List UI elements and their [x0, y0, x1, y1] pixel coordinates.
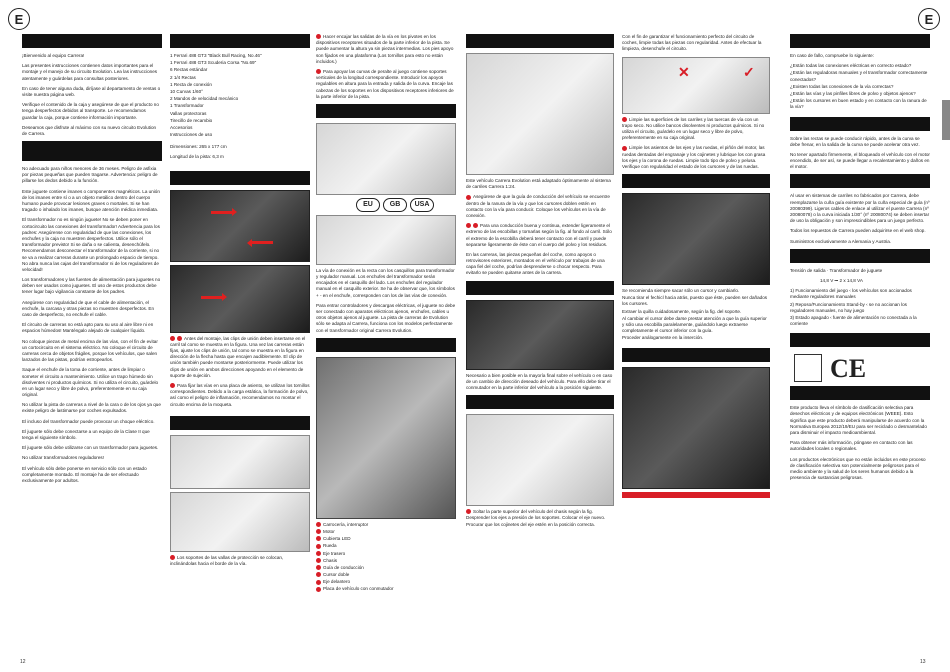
warning-text: El juguete sólo debe conectarse a un equipo de la Clase II que tenga el siguiente símbolo.: [22, 428, 150, 440]
tires-text: En las carreras, las piezas pequeñas del coche, como apoyos o retrovisores exteriores, montados en el vehículo por trabajos de una capa fiel del coche, podrían desprenderse o chocar respecto. Para evitarlo se pueden quitarse antes de la carrera.: [466, 251, 605, 276]
parts-list: [316, 522, 456, 593]
mode-item: 2) Reposo/Funcionamiento Stand-by ‹ se no accionan los reguladores manuales, no hay juego: [790, 301, 907, 313]
brush-photo: [622, 193, 770, 285]
lane-text: Este vehículo Carrera Evolution está adaptado óptimamente al sistema de carriles Carrera 1:24.: [466, 178, 611, 190]
stable-text: Para apoyar las curvas de peralte al juego contiene soportes verticales de la longitud correspondiente. Introducir los apoyos regulables en altura para la entrada y salida de la curva. Encaje las cabezas de los soportes en los dispositivos receptores inferiores de la parte inferior de la pista.: [316, 68, 454, 99]
weee-bin-icon: [794, 354, 822, 382]
part-item: Carrocería, interruptor: [316, 522, 456, 528]
column-6: [790, 34, 930, 485]
hood-text: Soltar la parte superior del vehículo del chasis según la fig. Desprender los ejes a presión de los soportes. Colocar el eje nuevo. Procurar que los cojinetes del eje estén en la posición correcta.: [466, 509, 606, 527]
faults-list: [790, 63, 930, 110]
section-header: [790, 34, 930, 48]
warning-text: No adecuado para niños menores de 36 meses. Peligro de asfixia por piezas pequeñas que pueden tragarse. Advertencia: peligro de pillarse los dedos debido a la función.: [22, 166, 158, 184]
contents-item: 1 Ferrari 488 GT3 "Black Bull Racing, No.46": [170, 53, 262, 58]
controller-photo: [316, 215, 456, 265]
side-tab: [942, 100, 950, 140]
intro-line: Deseamos que disfrute al máximo con su nuevo circuito Evolution de Carrera.: [22, 124, 157, 136]
supports-text: Los soportes de las vallas de protección se colocan, inclinándolas hacia el borde de la vía.: [170, 554, 284, 566]
contents-item: 10 Curvas 1/60°: [170, 88, 203, 94]
warning-text: No coloque piezas de metal encima de las vías, con el fin de evitar un cortocircuito en el sistema eléctrico. No coloque el circuito de carreras cerca de objetos frágiles, porque los vehículos, que salen lanzados de las pistas, podrían estropearlos.: [22, 338, 158, 363]
warning-text: El transformador no es ningún juguete! No se deben poner en cortocircuito las conexiones del transformador! Advertencia para los padres: Asegúrense con regularidad de que las conexiones, los enchufes y la caja no muestren desperfectos. Utilice sólo el transformador previsto! Si se daña o se calienta, desenchúfelo. Recomendamos desconectar el transformador de la corriente, si no se va a realizar carreras durante un prolongado espacio de tiempo. No abra nunca las cajas del transformador ni de los reguladores de velocidad!: [22, 217, 160, 272]
contents-list: [170, 53, 310, 138]
note: No tener apartado firmemente, el bloqueado el vehículo con el motor encendido, de ser así, se puede llegar a recalentamiento y daños en el motor.: [790, 151, 930, 170]
section-header: [170, 171, 310, 185]
track-clip-photo: [170, 190, 310, 262]
section-header: [622, 174, 770, 188]
plug-gb: GB: [383, 198, 407, 212]
warning-text: Asegúrese con regularidad de que el cable de alimentación, el enchufe, la carcasa y otras piezas no muestren desperfectos. En caso de desperfecto, no enchufe el cable.: [22, 299, 155, 317]
brush-bullets: [622, 288, 770, 342]
column-4: [466, 34, 614, 532]
section-header: [790, 117, 930, 131]
page-number-right: 13: [920, 659, 926, 666]
tension-label: Tensión de salida · Transformador de juguete: [790, 267, 883, 273]
plug-eu: EU: [356, 198, 380, 212]
section-header: [790, 333, 930, 347]
connection-text: La vía de conexión es la recta con los casquillos para transformador y regulador manual. Los enchufes del transformador serán encajados en el casquillo del lado. Los enchufes del regulador manual en el casquillo exterior. Se ha de observar que, los símbolos + - en el enchufe, corresponden con los de las vías de conexión.: [316, 267, 455, 298]
dimensions: Dimensiones: 265 x 177 cm: [170, 144, 227, 150]
section-header: [622, 348, 770, 362]
spare-text: Todos los repuestos de Carrera pueden adquirirse en el web shop.: [790, 228, 926, 234]
clean-text: Limpie las superficies de los carriles y las tuercas de vía con un trapo seco. No utilice bancos disolventes ni productos químicos. Si no utiliza el circuito, guárdelo en un lugar seco y libre de polvo, preferentemente en su caja original.: [622, 116, 765, 141]
warning-text: Este juguete contiene imanes o componentes magnéticos. La unión de los imanes entre sí o a un objeto metálico dentro del cuerpo humano puede provocar lesiones graves o mortales. Si se han tragado o inhalado los imanes, busque atención médica inmediata.: [22, 188, 160, 213]
warning-text: El juguete sólo debe utilizarse con un transformador para juguetes.: [22, 445, 159, 451]
section-header: [316, 104, 456, 118]
warning-text: No utilizar la pista de carreras a nivel de la cara o de los ojos ya que existe peligro de lastimarse por coches expulsados.: [22, 402, 161, 414]
chassis-text: Para una conducción buena y continua, extender ligeramente el extremo de las escobillas y tornarlas según la fig. al fondo al carril. Sólo el extremo de la escobilla deberá tener contacto con el carril y puede separarse ligeramente de éste con el cuerpo del polvo y los residuos.: [466, 223, 612, 247]
intro-line: En caso de tener alguna duda, diríjase al departamento de ventas o visite nuestra página web.: [22, 85, 161, 97]
column-1: [22, 34, 162, 488]
mode-item: 3) Estado apagado ‹ fuente de alimentación no conectada a la corriente: [790, 314, 917, 327]
intro-line: ¡Bienvenido al equipo Carrera!: [22, 53, 85, 58]
contents-item: Vallas protectoras: [170, 110, 207, 116]
part-item: Cubierta LED: [316, 536, 456, 542]
fault-item: ¿Están las vías y las pinfiles libres de polvo y objetos ajenos?: [790, 90, 916, 96]
note: Sobre las rectas se puede conducir rápido, antes de la curva se debe frenar, en la salida de la curva se puede acelerar otra vez.: [790, 135, 920, 147]
red-divider: [622, 492, 770, 498]
language-badge-right: E: [918, 8, 940, 30]
contents-item: 1 Transformador: [170, 103, 204, 109]
contents-item: Accesorios: [170, 124, 193, 130]
racing-text: Para entrar controladores y descargas eléctricas, el juguete no debe ser conectado con aparatos eléctricos ajenos, enchufes, cables u otros objetos ajenos al juguete. La pista de carreras de Evolution sólo se adapta al Carrera, funciona con los modelos perfectamente con el transformador original Carrera Evolution.: [316, 302, 456, 333]
contents-item: Instrucciones de uso: [170, 132, 213, 138]
weee-text: Este producto lleva el símbolo de clasificación selectiva para desechos eléctricos y de equipos electrónicos (WEEE). Esto significa que este producto deberá manipularse de acuerdo con la Normativa Europea 2012/19/EU para ser reciclado o desmantelado para disminuir el impacto medioambiental.: [790, 405, 927, 435]
warning-text: El circuito de carreras no está apto para su uso al aire libre ni en espacios húmedos! Manténgalo alejado de cualquier líquido.: [22, 322, 154, 334]
fault-item: ¿Están los cursores en buen estado y en contacto con la ranura de la vía?: [790, 98, 927, 110]
language-badge-left: E: [8, 8, 30, 30]
part-item: Guía de conducción: [316, 565, 456, 571]
plug-logos: [356, 198, 456, 212]
contents-item: Tirecillo de recambio: [170, 117, 213, 123]
fault-item: ¿Existen todas las conexiones de la vía correctas?: [790, 83, 894, 89]
track-assembly-photo: [170, 265, 310, 333]
contents-item: 1 Ferrari 488 GT3 Scuderia Corsa "No.69": [170, 60, 257, 66]
contents-item: 1 Recta de conexión: [170, 81, 212, 87]
voltage-label: 14,8 V ⎓ 2 x 14,8 VA: [820, 277, 863, 283]
connection-photo: [316, 123, 456, 195]
part-item: Placa de vehículo con conmutador: [316, 586, 456, 592]
tires-text: Limpie los asientos de los ejes y las ruedas, el piñón del motor, las ruedas dentadas del engranaje y los cojinetes y lubrique los con grasa los ejes y la corona de ruedas. Limpie todo tipo de polvo y pelusa. Verifique con regularidad el estado de los cursores y de las ruedas.: [622, 145, 766, 169]
more-text: Para obtener más información, póngase en contacto con las autoridades locales o regionales.: [790, 440, 913, 452]
warning-text: No utilizar transformadores reguladores!: [22, 455, 104, 461]
section-header: [790, 386, 930, 400]
mode-list: [790, 288, 930, 327]
guide-text: Asegúrese de que la guía de conducción del vehículo se encuentre dentro de la ranura de la vía y que los cursores doblen estén en contacto con la vía para conducir. Coloque los vehículos en la vía de conexión.: [466, 194, 610, 218]
part-item: Eje trasero: [316, 551, 456, 557]
page-number-left: 12: [20, 659, 26, 666]
bullet: Se recomienda siempre sacar sólo un cursor y cambiarlo.: [622, 288, 740, 294]
support-photo: [170, 492, 310, 552]
symbols-row: [790, 352, 930, 386]
hood-photo: [466, 414, 614, 506]
part-item: Motor: [316, 529, 456, 535]
contents-item: 2 1/4 Rectas: [170, 74, 196, 80]
part-item: Eje delantero: [316, 579, 456, 585]
track-length: Longitud de la pista: 6,3 m: [170, 154, 224, 160]
intro-line: Las presentes instrucciones contienen datos importantes para el montaje y el manejo de su circuito Evolution. Lea las instrucciones atentamente y guárdelas para consultas posteriores.: [22, 63, 158, 81]
part-item: Cursor doble: [316, 572, 456, 578]
assembly-text: Antes del montaje, las clips de unión deben insertarse en el carril tal como se muestra en la figura. Una vez las carreras están fijas, ajuste los clips de unión, tal como se muestra en la figura en dirección de la flecha hasta que encajen audiblemente. El clip de unión también puede montarse posteriormente. Puede utilizar los clips de unión en ambos direcciones apoyando en el elemento de suporte de sujeción.: [170, 335, 306, 378]
section-header: [316, 338, 456, 352]
warning-text: Los transformadores y las fuentes de alimentación para juguetes no deben ser usados como juguetes. El uso de estos productos debe tener lugar bajo vigilancia constante de los padres.: [22, 277, 161, 295]
column-2: [170, 34, 310, 571]
section-header: [170, 416, 310, 430]
section-header: [466, 281, 614, 295]
plug-usa: USA: [410, 198, 434, 212]
eol-text: Los productos electrónicos que no están incluidos en este proceso de clasificación selectiva son potencialmente peligrosos para el medio ambiente y la salud de los seres humanos debido a la presencia de sustancias peligrosas.: [790, 456, 926, 481]
barriers-text: Para fijar las vías en una placa de asiento, se utilizan los tornillos correspondientes. Debido a la carga estática, la formación de polvo, así como el peligro de inflamación, recomendamos no montar el circuito encima de la moqueta.: [170, 382, 310, 407]
gear-photo: [622, 367, 770, 489]
section-header: [170, 34, 310, 48]
service-text: Al usar en sistemas de carriles no fabricados por Carrera, debe reemplazarse la cuña guía existente por la cuña especial de guía (nº 20080399). Ligeros cables de enlace al utilizar el puente Carrera (nº 20080078) o la curva iniciada 1/30° (nº 20080074) se deben insertar de uso la obligación y son imprescindibles para un juego perfecto.: [790, 193, 930, 224]
bullet: Al cambiar el cursor debe darse prestar atención a que la guía superior y sólo una escobilla paralelamente, guiándolo luego extraerse completamente el cursor inferior con la guía.: [622, 315, 767, 334]
part-item: Chasis: [316, 558, 456, 564]
underbody-photo: [466, 300, 614, 370]
section-header: [466, 34, 614, 48]
intro-line: Verifique el contenido de la caja y asegúrese de que el producto no tenga desperfectos debidos al transporte. Le recomendamos guardar la caja, porque contiene información importante.: [22, 102, 159, 120]
mode-item: 1) Funcionamiento del juego ‹ los vehículos son accionados mediante reguladores manuales: [790, 288, 912, 300]
section-header: [790, 174, 930, 188]
fault-item: ¿Están todas las conexiones eléctricas en correcto estado?: [790, 63, 912, 69]
closing-text: El vehículo sólo debe ponerse en servicio sólo con un estado completamente montado. El montaje ha de ser efectuado exclusivamente por adultos.: [22, 465, 147, 483]
fault-item: ¿Están las reguladoras manuales y el transformador correctamente conectados?: [790, 70, 928, 82]
car-photo: [466, 53, 614, 175]
warning-text: Saque el enchufe de la toma de corriente, antes de limpiar o someter el circuito a mantenimiento. Utilice un trapo húmedo sin disolventes ni productos químicos. Si no utiliza el circuito, guárdelo en un lugar seco y libre de polvo, preferentemente en su caja original.: [22, 367, 159, 398]
column-3: [316, 34, 456, 594]
contents-item: 2 Mandos de velocidad mecánico: [170, 96, 239, 102]
faults-intro: En caso de fallo, compruebe lo siguiente:: [790, 53, 875, 58]
section-header: [22, 34, 162, 48]
cleaning-top: Con el fin de garantizar el funcionamiento perfecto del circuito de coches, limpie todas las piezas con regularidad. Antes de efectuar la limpieza, desenchufe el circuito.: [622, 34, 762, 52]
bullet: Proceder análogamente en la inserción.: [622, 335, 704, 341]
ce-mark: CE: [830, 354, 867, 384]
section-header: [466, 395, 614, 409]
warning-text: El incluso del transformador puede provocar un choque eléctrico.: [22, 418, 155, 424]
support-text: Suministros exclusivamente a Alemania y Austria.: [790, 238, 892, 244]
section-header: [790, 249, 930, 263]
exploded-car-diagram: [316, 357, 456, 519]
barrier-photo: [170, 435, 310, 489]
section-header: [22, 141, 162, 161]
top-text: Hacer encajar las salidas de la vía en los pivotes en los dispositivos receptores situados de la parte inferior de la pista. Se puede aumentar la altura ya sin piezas intermedias. Los pies apoyo son fijados en una plataforma (Los tornillos para esto no están incluidos.): [316, 34, 454, 64]
contents-item: 6 Rectas estándar: [170, 67, 208, 73]
part-item: Rueda: [316, 543, 456, 549]
column-5: [622, 34, 770, 501]
cleaning-photo: ✕ ✓: [622, 57, 770, 114]
bullet: Nunca tirar el fechicl hacia atrás, puesto que éste, pueden ser dañados los cursores.: [622, 295, 768, 307]
bullet: Extraer la quilla cuidadosamente, según la fig. del soporte.: [622, 308, 742, 314]
magnet-text: Necesario a bien posible en la mayoría final sobre el vehículo o en caso de un cambio de dirección deseado del vehículo. Para ello debe tirar el conmutador en la parte inferior del vehículo a la posición siguiente.: [466, 372, 613, 390]
